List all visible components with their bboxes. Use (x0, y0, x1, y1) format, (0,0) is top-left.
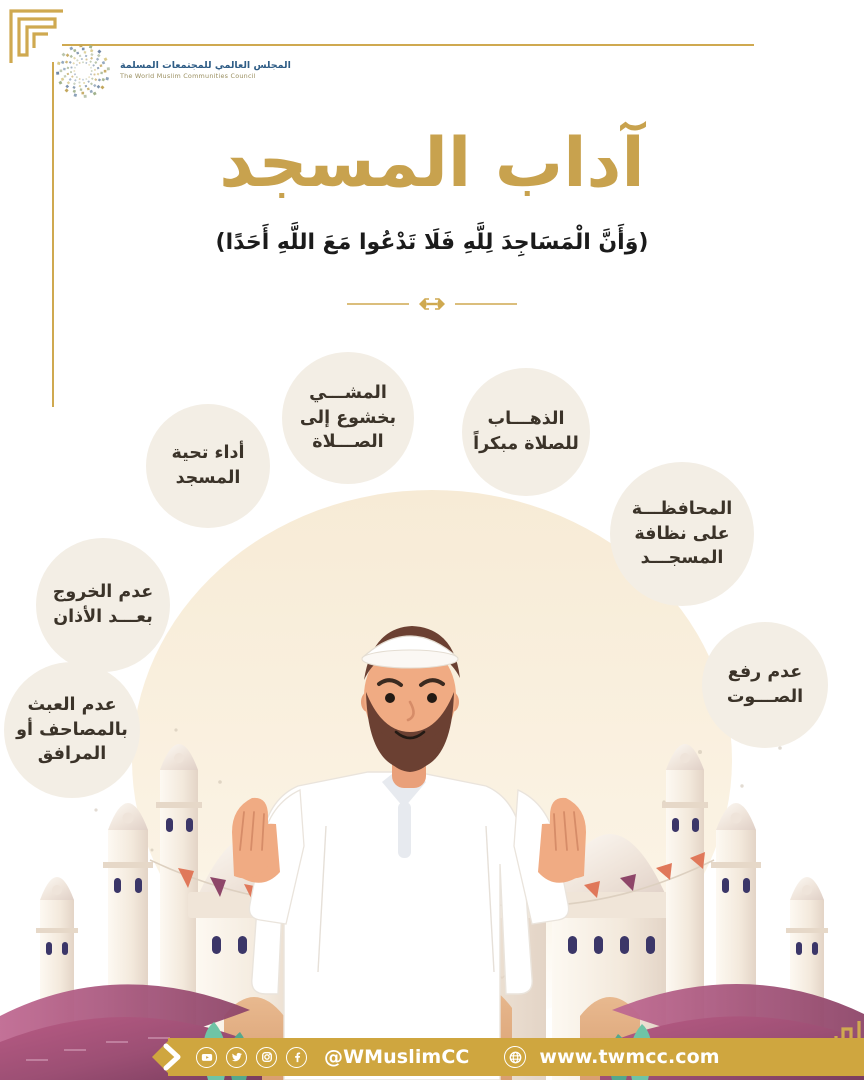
logo-english-name: The World Muslim Communities Council (120, 72, 256, 81)
tip-text: أداء تحية المسجد (171, 443, 245, 488)
footer-links (196, 1038, 720, 1076)
social-handle[interactable]: @WMuslimCC (324, 1046, 470, 1068)
ornamental-divider (0, 296, 864, 312)
website-url[interactable]: www.twmcc.com (539, 1046, 720, 1068)
ornamental-divider-icon (347, 296, 517, 312)
tip-text: عدم الخروج بعـــد الأذان (52, 582, 154, 627)
tip-bubble-no-leaving[interactable] (36, 538, 170, 672)
tip-text: عدم العبث بالمصاحف أو المرافق (16, 694, 128, 765)
youtube-icon[interactable] (196, 1047, 217, 1068)
quran-verse: (وَأَنَّ الْمَسَاجِدَ لِلَّهِ فَلَا تَدْعُوا مَعَ اللَّهِ أَحَدًا) (215, 230, 649, 255)
mosaic-burst-logo-icon (52, 40, 114, 102)
tip-bubble-walk-humility[interactable] (282, 352, 414, 484)
tip-text: عدم رفع الصـــوت (726, 662, 804, 707)
page-title: آداب المسجد (219, 124, 645, 203)
tip-bubble-go-early[interactable] (462, 368, 590, 496)
twitter-icon[interactable] (226, 1047, 247, 1068)
tip-text: الذهـــاب للصلاة مبكراً (473, 409, 579, 454)
tip-text: المشـــي بخشوع إلى الصـــلاة (299, 382, 397, 453)
logo-arabic-name: المجلس العالمي للمجتمعات المسلمة (120, 60, 291, 72)
tip-bubble-no-loud-voice[interactable] (702, 622, 828, 748)
tip-bubble-greet-mosque[interactable] (146, 404, 270, 528)
footer-bar (0, 1038, 864, 1076)
council-logo[interactable] (52, 40, 291, 102)
globe-icon (504, 1046, 526, 1068)
tip-bubble-no-tampering[interactable] (4, 662, 140, 798)
facebook-icon[interactable] (286, 1047, 307, 1068)
instagram-icon[interactable] (256, 1047, 277, 1068)
tip-bubble-cleanliness[interactable] (610, 462, 754, 606)
tip-text: المحافظـــة على نظافة المسجـــد (631, 498, 733, 569)
